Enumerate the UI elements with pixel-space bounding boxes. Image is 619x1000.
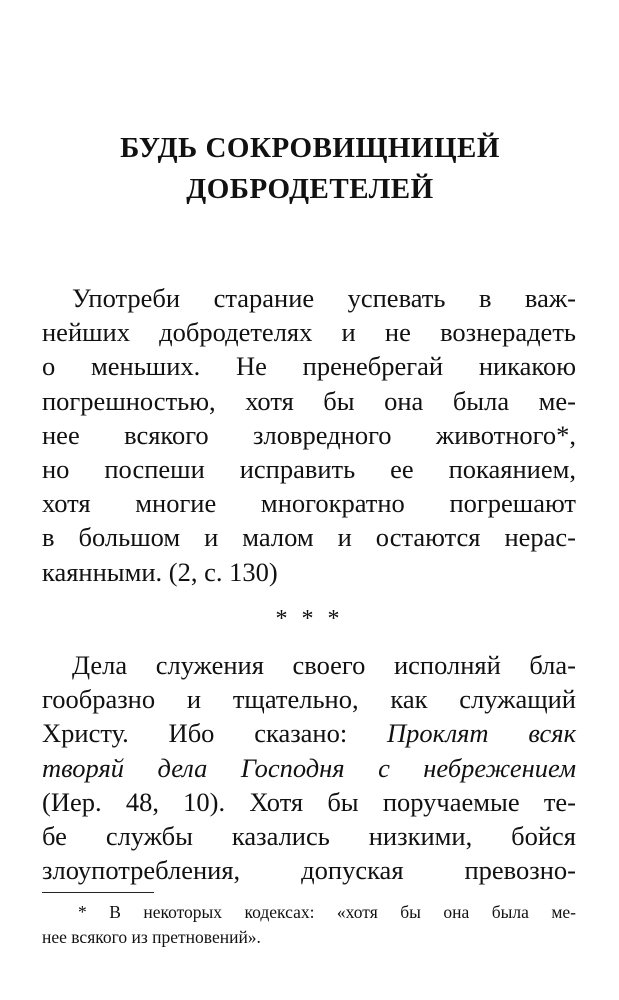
paragraph-1-line: хотя многие многократно погрешают (42, 488, 576, 519)
paragraph-1-line: о меньших. Не пренебрегай никакою (42, 351, 576, 382)
paragraph-1-line: нейших добродетелях и не вознерадеть (42, 317, 576, 348)
paragraph-1-line: нее всякого зловредного животного*, (42, 419, 576, 450)
scripture-quote: Проклят всяк (387, 718, 576, 749)
paragraph-2-line: гообразно и тщательно, как служащий (42, 684, 576, 715)
paragraph-2-line: бе службы казались низкими, бойся (42, 820, 576, 851)
paragraph-2-text: Христу. Ибо сказано: (42, 718, 387, 749)
paragraph-1-line: в большом и малом и остаются нерас- (42, 522, 576, 553)
footnote-divider (42, 892, 154, 893)
chapter-title (60, 128, 560, 210)
scripture-quote: творяй дела Господня с небрежением (42, 752, 576, 783)
paragraph-1-line: погрешностью, хотя бы она была ме- (42, 385, 576, 416)
footnote (42, 900, 576, 950)
paragraph-2-line: злоупотребления, допуская превозно- (42, 855, 576, 886)
paragraph-1 (42, 281, 576, 589)
paragraph-2-line: (Иер. 48, 10). Хотя бы поручаемые те- (42, 786, 576, 817)
paragraph-1-line: Употреби старание успевать в важ- (72, 283, 576, 313)
paragraph-1-line: каянными. (2, с. 130) (42, 556, 278, 587)
paragraph-2-line (42, 716, 576, 750)
paragraph-2-line: Дела служения своего исполняй бла- (72, 650, 576, 680)
chapter-title-line-2: ДОБРОДЕТЕЛЕЙ (186, 173, 434, 205)
paragraph-2 (42, 648, 576, 887)
footnote-line: нее всякого из претновений». (42, 927, 261, 947)
chapter-title-line-1: БУДЬ СОКРОВИЩНИЦЕЙ (120, 132, 500, 164)
paragraph-1-line: но поспеши исправить ее покаянием, (42, 453, 576, 484)
section-separator: * * * (275, 606, 344, 632)
footnote-line: * В некоторых кодексах: «хотя бы она была ме- (78, 902, 576, 922)
